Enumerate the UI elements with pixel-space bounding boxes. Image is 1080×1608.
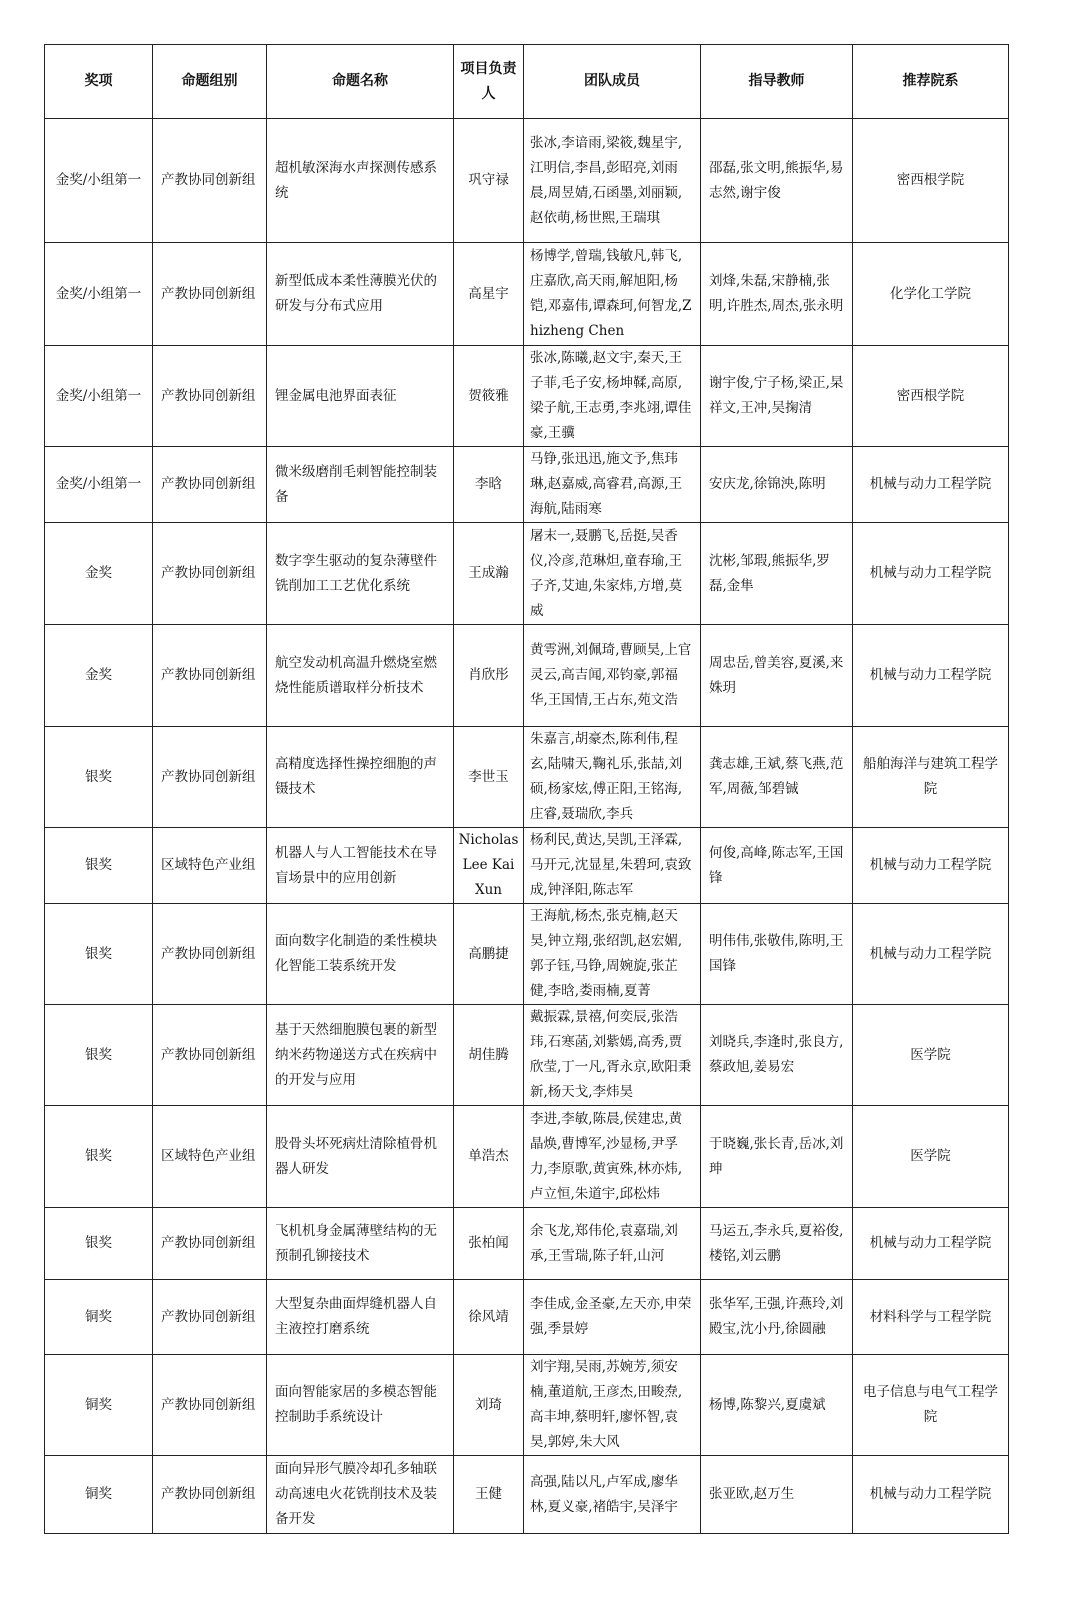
table-row — [45, 625, 1009, 727]
awards-table — [44, 44, 1009, 1534]
title-cell: 面向数字化制造的柔性模块化智能工装系统开发 — [267, 904, 454, 1005]
group-cell: 产教协同创新组 — [153, 1456, 267, 1534]
leader-cell: 刘琦 — [454, 1355, 524, 1456]
group-cell: 产教协同创新组 — [153, 119, 267, 243]
award-cell: 银奖 — [45, 828, 153, 904]
group-cell: 产教协同创新组 — [153, 346, 267, 447]
advisors-cell: 谢宇俊,宁子杨,梁正,杲祥文,王冲,吴掬清 — [701, 346, 853, 447]
dept-cell: 机械与动力工程学院 — [853, 447, 1009, 523]
table-row — [45, 1106, 1009, 1208]
title-cell: 机器人与人工智能技术在导盲场景中的应用创新 — [267, 828, 454, 904]
table-row — [45, 447, 1009, 523]
advisors-cell: 刘晓兵,李逢时,张良方,蔡政旭,姜易宏 — [701, 1005, 853, 1106]
advisors-cell: 何俊,高峰,陈志军,王国锋 — [701, 828, 853, 904]
leader-cell: 贺筱雅 — [454, 346, 524, 447]
advisors-cell: 杨博,陈黎兴,夏虞斌 — [701, 1355, 853, 1456]
award-cell: 金奖/小组第一 — [45, 447, 153, 523]
title-cell: 航空发动机高温升燃烧室燃烧性能质谱取样分析技术 — [267, 625, 454, 727]
advisors-cell: 周忠岳,曾美容,夏溪,来姝玥 — [701, 625, 853, 727]
dept-cell: 机械与动力工程学院 — [853, 1456, 1009, 1534]
advisors-cell: 刘烽,朱磊,宋静楠,张明,许胜杰,周杰,张永明 — [701, 243, 853, 346]
members-cell: 张冰,陈曦,赵文宇,秦天,王子菲,毛子安,杨坤鞣,高原,梁子航,王志勇,李兆翊,谭佳豪,王骥 — [524, 346, 701, 447]
award-cell: 铜奖 — [45, 1280, 153, 1355]
header-group: 命题组别 — [153, 45, 267, 119]
leader-cell: 王健 — [454, 1456, 524, 1534]
leader-cell: 高鹏捷 — [454, 904, 524, 1005]
table-row — [45, 904, 1009, 1005]
table-row — [45, 243, 1009, 346]
group-cell: 产教协同创新组 — [153, 523, 267, 625]
members-cell: 杨利民,黄达,吴凯,王泽霖,马开元,沈显星,朱碧珂,袁致成,钟泽阳,陈志军 — [524, 828, 701, 904]
awards-page — [44, 44, 1008, 1534]
award-cell: 银奖 — [45, 1005, 153, 1106]
table-row — [45, 119, 1009, 243]
table-row — [45, 1456, 1009, 1534]
leader-cell: 张柏闻 — [454, 1208, 524, 1280]
group-cell: 产教协同创新组 — [153, 1280, 267, 1355]
award-cell: 金奖/小组第一 — [45, 346, 153, 447]
leader-cell: 胡佳腾 — [454, 1005, 524, 1106]
members-cell: 杨博学,曾瑞,钱敏凡,韩飞,庄嘉欣,高天雨,解旭阳,杨铠,邓嘉伟,谭森珂,何智龙,Zhizheng Chen — [524, 243, 701, 346]
table-row — [45, 1208, 1009, 1280]
dept-cell: 密西根学院 — [853, 346, 1009, 447]
dept-cell: 机械与动力工程学院 — [853, 523, 1009, 625]
dept-cell: 材料科学与工程学院 — [853, 1280, 1009, 1355]
table-row — [45, 1005, 1009, 1106]
group-cell: 产教协同创新组 — [153, 904, 267, 1005]
leader-cell: 王成瀚 — [454, 523, 524, 625]
header-advisors: 指导教师 — [701, 45, 853, 119]
members-cell: 屠末一,聂鹏飞,岳挺,吴香仪,冷彦,范琳炟,童春瑜,王子齐,艾迪,朱家炜,方增,莫威 — [524, 523, 701, 625]
award-cell: 银奖 — [45, 727, 153, 828]
title-cell: 基于天然细胞膜包裹的新型纳米药物递送方式在疾病中的开发与应用 — [267, 1005, 454, 1106]
table-row — [45, 727, 1009, 828]
header-row — [45, 45, 1009, 119]
members-cell: 黄雩洲,刘佩琦,曹顾昊,上官灵云,高吉闻,邓钧豪,郭福华,王国情,王占东,苑文浩 — [524, 625, 701, 727]
award-cell: 铜奖 — [45, 1355, 153, 1456]
award-cell: 金奖/小组第一 — [45, 119, 153, 243]
leader-cell: 李晗 — [454, 447, 524, 523]
members-cell: 高强,陆以凡,卢军成,廖华林,夏义豪,褚皓宇,吴泽宇 — [524, 1456, 701, 1534]
dept-cell: 医学院 — [853, 1106, 1009, 1208]
leader-cell: 徐风靖 — [454, 1280, 524, 1355]
group-cell: 区域特色产业组 — [153, 1106, 267, 1208]
members-cell: 马铮,张迅迅,施文予,焦玮琳,赵嘉威,高睿君,高源,王海航,陆雨寒 — [524, 447, 701, 523]
advisors-cell: 张亚欧,赵万生 — [701, 1456, 853, 1534]
title-cell: 微米级磨削毛刺智能控制装备 — [267, 447, 454, 523]
award-cell: 金奖/小组第一 — [45, 243, 153, 346]
award-cell: 铜奖 — [45, 1456, 153, 1534]
dept-cell: 电子信息与电气工程学院 — [853, 1355, 1009, 1456]
members-cell: 李佳成,金圣豪,左天亦,申荣强,季景婷 — [524, 1280, 701, 1355]
title-cell: 超机敏深海水声探测传感系统 — [267, 119, 454, 243]
members-cell: 李进,李敏,陈晨,侯建忠,黄晶焕,曹博军,沙显杨,尹孚力,李原歌,黄寅殊,林亦炜,卢立恒,朱道宇,邱松炜 — [524, 1106, 701, 1208]
award-cell: 金奖 — [45, 523, 153, 625]
title-cell: 面向异形气膜冷却孔多轴联动高速电火花铣削技术及装备开发 — [267, 1456, 454, 1534]
dept-cell: 化学化工学院 — [853, 243, 1009, 346]
advisors-cell: 于晓巍,张长青,岳冰,刘珅 — [701, 1106, 853, 1208]
group-cell: 产教协同创新组 — [153, 625, 267, 727]
table-row — [45, 828, 1009, 904]
members-cell: 张冰,李谙雨,梁筱,魏星宇,江明信,李昌,彭昭亮,刘雨晨,周昱婧,石函墨,刘丽颖,赵依萌,杨世熙,王瑞琪 — [524, 119, 701, 243]
members-cell: 王海航,杨杰,张克楠,赵天昊,钟立翔,张绍凯,赵宏媚,郭子钰,马铮,周婉旋,张芷健,李晗,娄雨楠,夏菁 — [524, 904, 701, 1005]
dept-cell: 机械与动力工程学院 — [853, 828, 1009, 904]
group-cell: 产教协同创新组 — [153, 1005, 267, 1106]
title-cell: 高精度选择性操控细胞的声镊技术 — [267, 727, 454, 828]
dept-cell: 机械与动力工程学院 — [853, 625, 1009, 727]
table-row — [45, 346, 1009, 447]
members-cell: 戴振霖,景禧,何奕辰,张浩玮,石寒菡,刘紫嫣,高秀,贾欣莹,丁一凡,胥永京,欧阳秉新,杨天戈,李炜昊 — [524, 1005, 701, 1106]
award-cell: 银奖 — [45, 1208, 153, 1280]
award-cell: 金奖 — [45, 625, 153, 727]
table-row — [45, 1355, 1009, 1456]
leader-cell: 巩守禄 — [454, 119, 524, 243]
leader-cell: 肖欣彤 — [454, 625, 524, 727]
title-cell: 飞机机身金属薄壁结构的无预制孔铆接技术 — [267, 1208, 454, 1280]
table-row — [45, 1280, 1009, 1355]
header-members: 团队成员 — [524, 45, 701, 119]
table-row — [45, 523, 1009, 625]
header-leader: 项目负责人 — [454, 45, 524, 119]
group-cell: 产教协同创新组 — [153, 727, 267, 828]
advisors-cell: 龚志雄,王斌,蔡飞燕,范军,周薇,邹碧铖 — [701, 727, 853, 828]
title-cell: 大型复杂曲面焊缝机器人自主液控打磨系统 — [267, 1280, 454, 1355]
advisors-cell: 邵磊,张文明,熊振华,易志然,谢宇俊 — [701, 119, 853, 243]
advisors-cell: 安庆龙,徐锦泱,陈明 — [701, 447, 853, 523]
title-cell: 面向智能家居的多模态智能控制助手系统设计 — [267, 1355, 454, 1456]
dept-cell: 机械与动力工程学院 — [853, 904, 1009, 1005]
title-cell: 新型低成本柔性薄膜光伏的研发与分布式应用 — [267, 243, 454, 346]
leader-cell: 单浩杰 — [454, 1106, 524, 1208]
award-cell: 银奖 — [45, 1106, 153, 1208]
title-cell: 锂金属电池界面表征 — [267, 346, 454, 447]
advisors-cell: 马运五,李永兵,夏裕俊,楼铭,刘云鹏 — [701, 1208, 853, 1280]
title-cell: 股骨头坏死病灶清除植骨机器人研发 — [267, 1106, 454, 1208]
group-cell: 产教协同创新组 — [153, 447, 267, 523]
group-cell: 产教协同创新组 — [153, 1355, 267, 1456]
group-cell: 区域特色产业组 — [153, 828, 267, 904]
header-dept: 推荐院系 — [853, 45, 1009, 119]
leader-cell: 高星宇 — [454, 243, 524, 346]
members-cell: 余飞龙,郑伟伦,袁嘉瑞,刘承,王雪瑞,陈子轩,山河 — [524, 1208, 701, 1280]
dept-cell: 密西根学院 — [853, 119, 1009, 243]
leader-cell: 李世玉 — [454, 727, 524, 828]
dept-cell: 医学院 — [853, 1005, 1009, 1106]
group-cell: 产教协同创新组 — [153, 1208, 267, 1280]
members-cell: 朱嘉言,胡豪杰,陈利伟,程玄,陆啸天,鞠礼乐,张喆,刘硕,杨家炫,傅正阳,王铭海,庄睿,聂瑞欣,李兵 — [524, 727, 701, 828]
advisors-cell: 明伟伟,张敬伟,陈明,王国锋 — [701, 904, 853, 1005]
leader-cell: Nicholas Lee Kai Xun — [454, 828, 524, 904]
dept-cell: 船舶海洋与建筑工程学院 — [853, 727, 1009, 828]
advisors-cell: 沈彬,邹瑕,熊振华,罗磊,金隼 — [701, 523, 853, 625]
header-award: 奖项 — [45, 45, 153, 119]
group-cell: 产教协同创新组 — [153, 243, 267, 346]
title-cell: 数字孪生驱动的复杂薄壁件铣削加工工艺优化系统 — [267, 523, 454, 625]
advisors-cell: 张华军,王强,许燕玲,刘殿宝,沈小丹,徐圆融 — [701, 1280, 853, 1355]
members-cell: 刘宇翔,吴雨,苏婉芳,须安楠,董道航,王彦杰,田畯焘,高丰坤,蔡明轩,廖怀智,袁昊,郭婷,朱大风 — [524, 1355, 701, 1456]
header-title: 命题名称 — [267, 45, 454, 119]
award-cell: 银奖 — [45, 904, 153, 1005]
dept-cell: 机械与动力工程学院 — [853, 1208, 1009, 1280]
